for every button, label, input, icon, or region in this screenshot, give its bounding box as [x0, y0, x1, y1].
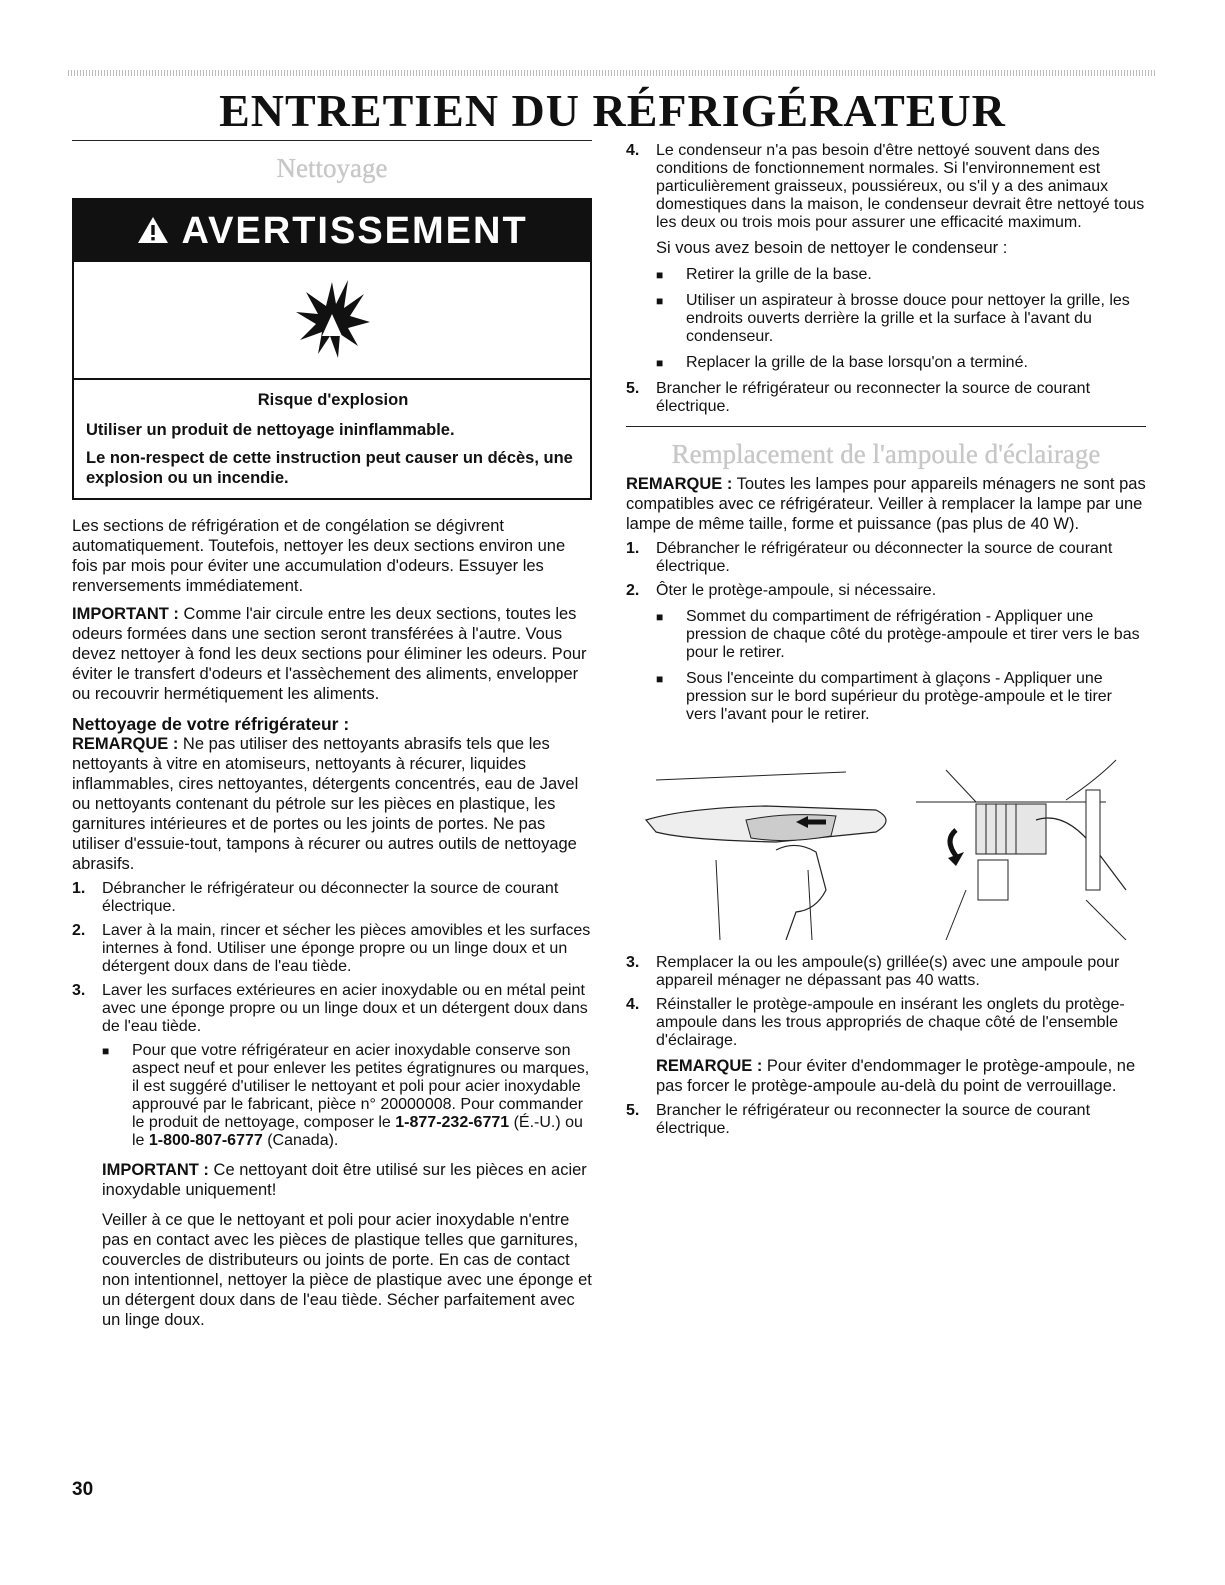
- remarque-text: Toutes les lampes pour appareils ménagers ne sont pas compatibles avec ce réfrigérateur. Veiller à remplacer la lampe par une lampe de même taille, forme et puissance (pas plus de 40 W).: [626, 475, 1146, 533]
- condenser-step-4: 4. Le condenseur n'a pas besoin d'être nettoyé souvent dans des conditions de fonctionnement normales. Si l'environnement est particulièrement graisseux, poussiéreux, ou s'il y a des animaux domestiques dans la maison, le condenseur devrait être nettoyé tous les deux ou trois mois pour assurer une efficacité maximum.: [626, 142, 1145, 231]
- section-title-nettoyage: Nettoyage: [276, 153, 388, 183]
- step-text: Laver les surfaces extérieures en acier inoxydable ou en métal peint avec une éponge propre ou un linge doux et un détergent doux dans de l'eau tiède.: [102, 982, 588, 1035]
- left-column: [72, 140, 592, 1330]
- important-label: IMPORTANT :: [102, 1161, 209, 1179]
- section-rule: [626, 426, 1146, 427]
- condenser-bullet-3: ■ Replacer la grille de la base lorsqu'on a terminé.: [656, 354, 1028, 371]
- lamp-step-2: 2. Ôter le protège-ampoule, si nécessaire.: [626, 582, 937, 599]
- step-text: Débrancher le réfrigérateur ou déconnecter la source de courant électrique.: [656, 540, 1113, 575]
- warning-triangle-icon: [136, 210, 181, 252]
- stainless-bullet: ■ Pour que votre réfrigérateur en acier inoxydable conserve son aspect neuf et pour enlever les petites égratignures ou marques, il est suggéré d'utiliser le nettoyant et poli pour acier inoxydable approuvé par le fabricant, pièce n° 20000008. Pour commander le produit de nettoyage, composer le 1-877-232-6771 (É.-U.) ou le 1-800-807-6777 (Canada).: [102, 1042, 590, 1149]
- important-paragraph-1: [72, 604, 592, 704]
- bullet-text: Retirer la grille de la base.: [686, 266, 872, 283]
- bullet-text: Sous l'enceinte du compartiment à glaçons - Appliquer une pression sur le bord supérieur du protège-ampoule et le tirer vers l'avant pour le retirer.: [686, 670, 1113, 723]
- remarque-label: REMARQUE :: [656, 1057, 763, 1075]
- bullet-text: Sommet du compartiment de réfrigération - Appliquer une pression de chaque côté du protège-ampoule et tirer vers le bas pour le retirer.: [686, 608, 1140, 661]
- bullet-text: Utiliser un aspirateur à brosse douce pour nettoyer la grille, les endroits ouverts derrière la grille et la surface à l'avant du condenseur.: [686, 292, 1130, 345]
- cleaning-step-3: 3. Laver les surfaces extérieures en acier inoxydable ou en métal peint avec une éponge propre ou un linge doux et un détergent doux dans de l'eau tiède.: [72, 982, 588, 1035]
- right-column: [626, 140, 1146, 1138]
- lamp-bullet-1: ■ Sommet du compartiment de réfrigération - Appliquer une pression de chaque côté du protège-ampoule et tirer vers le bas pour le retirer.: [656, 608, 1140, 661]
- cleaning-step-1: 1. Débrancher le réfrigérateur ou déconnecter la source de courant électrique.: [72, 880, 559, 915]
- lamp-step-4: 4. Réinstaller le protège-ampoule en insérant les onglets du protège-ampoule dans les trous appropriés de chaque côté de l'ensemble d'éclairage.: [626, 996, 1125, 1049]
- remarque-label: REMARQUE :: [72, 735, 179, 753]
- condenser-subtext: Si vous avez besoin de nettoyer le condenseur :: [656, 239, 1008, 257]
- step-text: Le condenseur n'a pas besoin d'être nettoyé souvent dans des conditions de fonctionnement normales. Si l'environnement est particulièrement graisseux, poussiéreux, ou s'il y a des animaux domestiques dans la maison, le condenseur devrait être nettoyé tous les deux ou trois mois pour assurer une efficacité maximum.: [656, 142, 1145, 231]
- lamp-step-1: 1. Débrancher le réfrigérateur ou déconnecter la source de courant électrique.: [626, 540, 1113, 575]
- important-label: IMPORTANT :: [72, 605, 179, 623]
- top-rule: [68, 70, 1156, 76]
- ampoule-remarque: [626, 474, 1146, 534]
- step-text: Brancher le réfrigérateur ou reconnecter la source de courant électrique.: [656, 380, 1091, 415]
- warning-heading: AVERTISSEMENT: [181, 210, 528, 252]
- important-text: Comme l'air circule entre les deux sections, toutes les odeurs formées dans une section seront transférées à l'autre. Vous devez nettoyer à fond les deux sections pour éliminer les odeurs. Pour éviter le transfert d'odeurs et l'assèchement des aliments, envelopper ou recouvrir hermétiquement les aliments.: [72, 605, 587, 703]
- intro-paragraph: Les sections de réfrigération et de congélation se dégivrent automatiquement. Toutefois, nettoyer les deux sections environ une fois par mois pour éviter une accumulation d'odeurs. Essuyer les renversements immédiatement.: [72, 517, 566, 595]
- lamp-step-5: 5. Brancher le réfrigérateur ou reconnecter la source de courant électrique.: [626, 1102, 1091, 1137]
- important-text: Ce nettoyant doit être utilisé sur les pièces en acier inoxydable uniquement!: [102, 1161, 587, 1199]
- page-number: 30: [72, 1479, 94, 1500]
- step-text: Remplacer la ou les ampoule(s) grillée(s) avec une ampoule pour appareil ménager ne dépassant pas 40 watts.: [656, 954, 1120, 989]
- bullet-text-end: (Canada).: [262, 1132, 339, 1149]
- step-text: Ôter le protège-ampoule, si nécessaire.: [656, 582, 937, 599]
- warning-risk: Risque d'explosion: [257, 391, 409, 409]
- warning-body: [74, 380, 590, 498]
- cleaning-subheading: Nettoyage de votre réfrigérateur :: [72, 714, 350, 734]
- bullet-text: Pour que votre réfrigérateur en acier inoxydable conserve son aspect neuf et pour enlever les petites égratignures ou marques, il est suggéré d'utiliser le nettoyant et poli pour acier inoxydable approuvé par le fabricant, pièce n° 20000008. Pour commander le produit de nettoyage, composer le: [132, 1042, 590, 1131]
- lamp-illustration: [626, 740, 1146, 940]
- condenser-bullet-2: ■ Utiliser un aspirateur à brosse douce pour nettoyer la grille, les endroits ouverts derrière la grille et la surface à l'avant du condenseur.: [656, 292, 1130, 345]
- step-text: Réinstaller le protège-ampoule en insérant les onglets du protège-ampoule dans les trous appropriés de chaque côté de l'ensemble d'éclairage.: [656, 996, 1125, 1049]
- important-paragraph-2: [72, 1160, 592, 1200]
- condenser-step-5: 5. Brancher le réfrigérateur ou reconnecter la source de courant électrique.: [626, 380, 1091, 415]
- bullet-text: Replacer la grille de la base lorsqu'on a terminé.: [686, 354, 1028, 371]
- phone-canada: 1-800-807-6777: [148, 1132, 263, 1149]
- warning-line-2: Le non-respect de cette instruction peut causer un décès, une explosion ou un incendie.: [86, 449, 573, 487]
- warning-line-1: Utiliser un produit de nettoyage ininflammable.: [86, 421, 455, 439]
- warning-header: [74, 200, 590, 262]
- veiller-paragraph: Veiller à ce que le nettoyant et poli pour acier inoxydable n'entre pas en contact avec les pièces de plastique telles que garnitures, couvercles de distributeurs ou joints de porte. En cas de contact non intentionnel, nettoyer la pièce de plastique avec une éponge et un détergent doux dans de l'eau tiède. Sécher parfaitement avec un linge doux.: [102, 1211, 592, 1329]
- lamp-step-4-remarque: [626, 1056, 1146, 1096]
- page-title: ENTRETIEN DU RÉFRIGÉRATEUR: [219, 85, 1006, 136]
- remarque-paragraph: [72, 734, 592, 874]
- remarque-text: Ne pas utiliser des nettoyants abrasifs tels que les nettoyants à vitre en atomiseurs, nettoyants à récurer, liquides inflammables, cires nettoyantes, détergents concentrés, eau de Javel ou nettoyants contenant du pétrole sur les pièces en plastique, les garnitures intérieures et de portes ou les joints de portes. Ne pas utiliser d'essuie-tout, tampons à récurer ou autres outils de nettoyage abrasifs.: [72, 735, 579, 873]
- section-title-ampoule: Remplacement de l'ampoule d'éclairage: [671, 439, 1101, 469]
- cleaning-step-2: 2. Laver à la main, rincer et sécher les pièces amovibles et les surfaces internes à fond. Utiliser une éponge propre ou un linge doux et un détergent doux dans de l'eau tiède.: [72, 922, 591, 975]
- lamp-step-3: 3. Remplacer la ou les ampoule(s) grillée(s) avec une ampoule pour appareil ménager ne dépassant pas 40 watts.: [626, 954, 1120, 989]
- lamp-cover-illustration: [626, 740, 1146, 940]
- remarque-text: Pour éviter d'endommager le protège-ampoule, ne pas forcer le protège-ampoule au-delà du point de verrouillage.: [656, 1057, 1136, 1095]
- phone-us: 1-877-232-6771: [395, 1114, 510, 1131]
- step-text: Brancher le réfrigérateur ou reconnecter la source de courant électrique.: [656, 1102, 1091, 1137]
- bullet-text-mid: (É.-U.) ou le: [132, 1114, 583, 1149]
- step-text: Débrancher le réfrigérateur ou déconnecter la source de courant électrique.: [102, 880, 559, 915]
- warning-box: [72, 198, 592, 500]
- explosion-icon-area: [74, 262, 590, 380]
- condenser-bullet-1: ■ Retirer la grille de la base.: [656, 266, 872, 283]
- step-text: Laver à la main, rincer et sécher les pièces amovibles et les surfaces internes à fond. Utiliser une éponge propre ou un linge doux et un détergent doux dans de l'eau tiède.: [102, 922, 591, 975]
- remarque-label: REMARQUE :: [626, 475, 733, 493]
- section-rule: [72, 140, 592, 141]
- explosion-icon: [292, 274, 372, 364]
- lamp-bullet-2: ■ Sous l'enceinte du compartiment à glaçons - Appliquer une pression sur le bord supérieur du protège-ampoule et le tirer vers l'avant pour le retirer.: [656, 670, 1113, 723]
